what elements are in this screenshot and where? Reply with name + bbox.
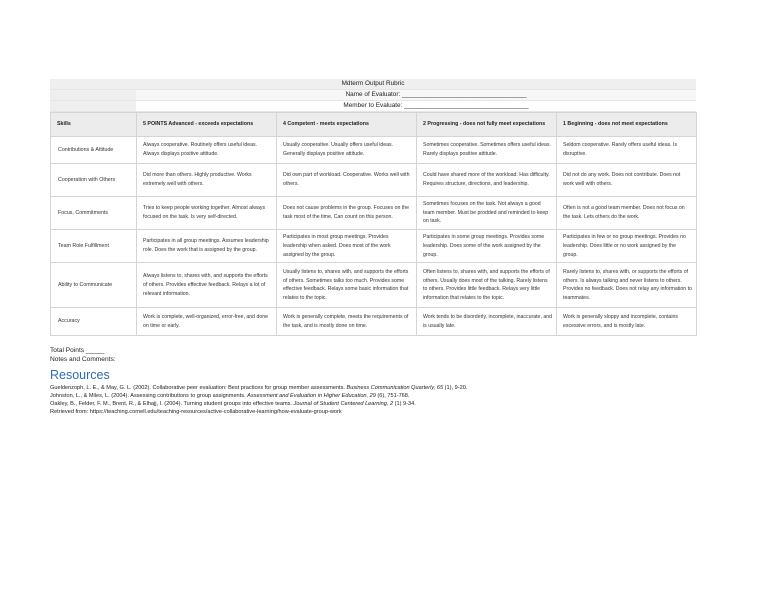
rubric-sheet: [50, 79, 696, 336]
criteria-cell: Always listens to, shares with, and supports the efforts of others. Provides effective feedback. Relays a lot of relevant information.: [137, 263, 277, 308]
criteria-cell: Did more than others. Highly productive. Works extremely well with others.: [137, 164, 277, 197]
table-row: [51, 308, 697, 336]
table-row: [51, 137, 697, 164]
col-header-2-points: 2 Progressing - does not fully meet expectations: [417, 113, 557, 137]
skill-cell: Contributions & Attitude: [51, 137, 137, 164]
table-row: [51, 197, 697, 230]
evaluator-name-field[interactable]: Name of Evaluator: ___________________________________: [136, 90, 696, 100]
rubric-title-row: [50, 79, 696, 90]
reference-journal: Business Communication Quarterly, 65: [346, 385, 444, 391]
criteria-cell: Rarely listens to, shares with, or supports the efforts of others. Is always talking and never listens to others. Provides no feedback. Does not relay any information to teammates.: [557, 263, 697, 308]
rubric-footer: [50, 346, 730, 417]
col-header-skills: Skills: [51, 113, 137, 137]
criteria-cell: Participates in some group meetings. Provides some leadership. Does some of the work assigned by the group.: [417, 230, 557, 263]
resources-heading: Resources: [50, 368, 110, 382]
table-row: [51, 164, 697, 197]
table-row: [51, 230, 697, 263]
reference-text: Gueldenzoph, L. E., & May, G. L. (2002). Collaborative peer evaluation: Best practices for group member assessments.: [50, 385, 347, 391]
skill-cell: Cooperation with Others: [51, 164, 137, 197]
rubric-title: Mdterm Output Rubric: [341, 80, 405, 87]
criteria-cell: Tries to keep people working together. Almost always focused on the task. Is very self-directed.: [137, 197, 277, 230]
criteria-cell: Work is complete, well-organized, error-free, and done on time or early.: [137, 308, 277, 336]
reference-text: (6), 751-768.: [375, 392, 410, 399]
evaluator-row: [50, 90, 696, 101]
criteria-cell: Always cooperative. Routinely offers useful ideas. Always displays positive attitude.: [137, 137, 277, 164]
col-header-1-point: 1 Beginning - does not meet expectations: [557, 113, 697, 137]
rubric-header-row: [51, 113, 697, 137]
reference-item: [50, 385, 730, 393]
criteria-cell: Usually listens to, shares with, and supports the efforts of others. Sometimes talks too much. Provides some effective feedback. Relays some basic information that relates to the topic.: [277, 263, 417, 308]
skill-cell: Team Role Fulfillment: [51, 230, 137, 263]
criteria-cell: Could have shared more of the workload. Has difficulty. Requires structure, directions, and leadership.: [417, 164, 557, 197]
skill-cell: Ability to Communicate: [51, 263, 137, 308]
reference-item: [50, 393, 730, 401]
criteria-cell: Did own part of workload. Cooperative. Works well with others.: [277, 164, 417, 197]
reference-link[interactable]: Retrieved from: https://teaching.cornell.edu/teaching-resources/active-collaborative-learning/how-evaluate-group-work: [50, 408, 342, 415]
member-name-field[interactable]: Member to Evaluate: ___________________________________: [136, 101, 696, 111]
criteria-cell: Work tends to be disorderly, incomplete, inaccurate, and is usually late.: [417, 308, 557, 336]
col-header-4-points: 4 Competent - meets expectations: [277, 113, 417, 137]
criteria-cell: Often is not a good team member. Does not focus on the task. Lets others do the work.: [557, 197, 697, 230]
rubric-table: [50, 112, 697, 336]
criteria-cell: Sometimes cooperative. Sometimes offers useful ideas. Rarely displays positive attitude.: [417, 137, 557, 164]
criteria-cell: Work is generally complete, meets the requirements of the task, and is mostly done on time.: [277, 308, 417, 336]
criteria-cell: Usually cooperative. Usually offers useful ideas. Generally displays positive attitude.: [277, 137, 417, 164]
criteria-cell: Participates in most group meetings. Provides leadership when asked. Does most of the work assigned by the group.: [277, 230, 417, 263]
table-row: [51, 263, 697, 308]
criteria-cell: Seldom cooperative. Rarely offers useful ideas. Is disruptive.: [557, 137, 697, 164]
criteria-cell: Did not do any work. Does not contribute. Does not work well with others.: [557, 164, 697, 197]
reference-text: Johnston, L., & Miles, L. (2004). Assessing contributions to group assignments.: [50, 392, 248, 399]
skill-cell: Accuracy: [51, 308, 137, 336]
reference-journal: Journal of Student Centered Learning, 2: [293, 400, 394, 407]
notes-label: Notes and Comments:: [50, 356, 116, 363]
reference-text: Oakley, B., Felder, F. M., Brent, R., & Elhajj, I. (2004). Turning student groups into effective teams.: [50, 400, 294, 407]
criteria-cell: Does not cause problems in the group. Focuses on the task most of the time. Can count on this person.: [277, 197, 417, 230]
criteria-cell: Often listens to, shares with, and supports the efforts of others. Usually does most of the talking. Rarely listens to others. Provides little feedback. Relays very little information that relates to the topic.: [417, 263, 557, 308]
reference-journal: Assessment and Evaluation in Higher Education, 29: [247, 392, 376, 399]
criteria-cell: Participates in few or no group meetings. Provides no leadership. Does little or no work assigned by the group.: [557, 230, 697, 263]
col-header-5-points: 5 POINTS Advanced - exceeds expectations: [137, 113, 277, 137]
total-points-field[interactable]: Total Points _____: [50, 347, 105, 354]
skill-cell: Focus, Commitments: [51, 197, 137, 230]
criteria-cell: Participates in all group meetings. Assumes leadership role. Does the work that is assigned by the group.: [137, 230, 277, 263]
reference-item: [50, 401, 730, 409]
reference-text: (1) 9-34.: [393, 400, 416, 407]
criteria-cell: Sometimes focuses on the task. Not always a good team member. Must be prodded and reminded to keep on task.: [417, 197, 557, 230]
reference-item[interactable]: [50, 409, 730, 417]
criteria-cell: Work is generally sloppy and incomplete, contains excessive errors, and is mostly late.: [557, 308, 697, 336]
reference-text: (1), 9-20.: [443, 385, 468, 391]
member-row: [50, 101, 696, 112]
